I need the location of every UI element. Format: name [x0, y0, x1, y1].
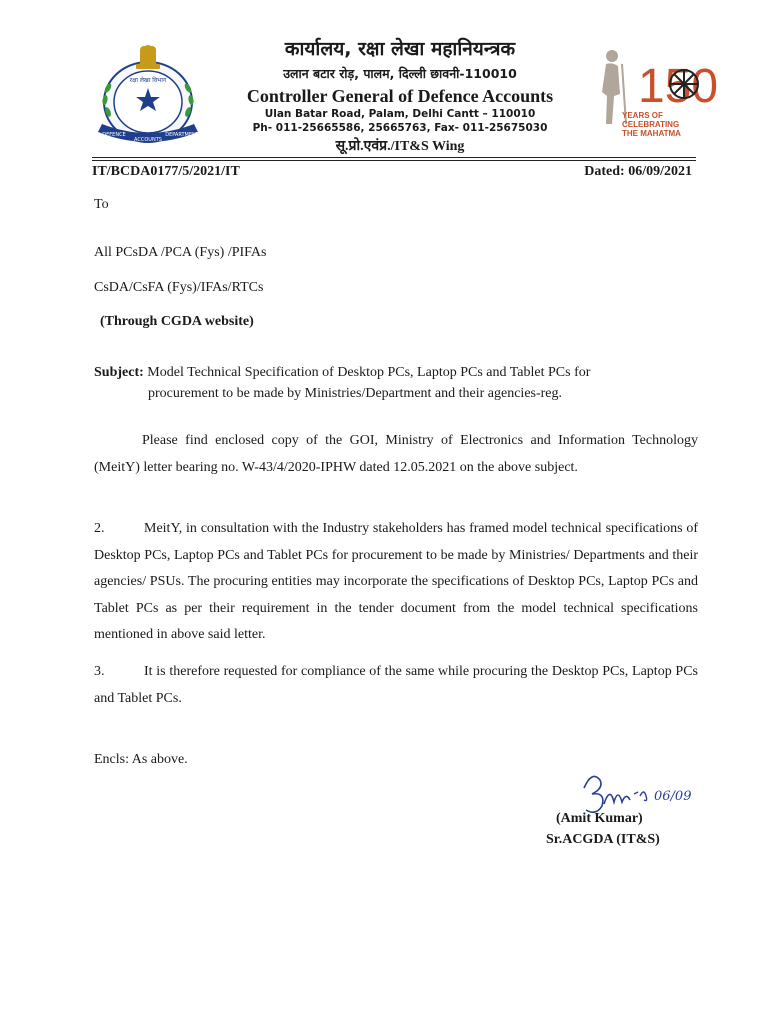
phone-fax: Ph- 011-25665586, 25665763, Fax- 011-25675030: [252, 122, 548, 134]
paragraph-2-number: 2.: [94, 521, 105, 536]
english-address: Ulan Batar Road, Palam, Delhi Cantt – 110010: [264, 108, 536, 120]
paragraph-2-text: MeitY, in consultation with the Industry stakeholders has framed model technical specifications of Desktop PCs, Laptop PCs and Tablet PCs for procurement to be made by Ministries/ Departments and their agencies/ PSUs. The procuring entities may incorporate the specifications of Desktop PCs, Laptop PCs and Tablet PCs as per their requirement in the tender document from the model technical specifications mentioned in above said letter.: [94, 521, 698, 642]
to-label: To: [94, 197, 109, 212]
addressee-3: (Through CGDA website): [100, 314, 254, 329]
letterhead: [220, 36, 580, 157]
reference-number: IT/BCDA0177/5/2021/IT: [92, 164, 240, 179]
paragraph-1: [94, 428, 698, 481]
paragraph-1-text: Please find enclosed copy of the GOI, Ministry of Electronics and Information Technology (MeitY) letter bearing no. W-43/4/2020-IPHW dated 12.05.2021 on the above subject.: [94, 433, 698, 475]
emblem-text-mid: ACCOUNTS: [134, 137, 162, 143]
signatory-name: (Amit Kumar): [556, 811, 643, 826]
subject-line-1: Model Technical Specification of Desktop PCs, Laptop PCs and Tablet PCs for: [147, 365, 591, 380]
emblem-text-left: DEFENCE: [102, 132, 126, 138]
wing-name: सू.प्रो.एवंप्र./IT&S Wing: [335, 139, 465, 154]
hindi-address: उलान बटार रोड़, पालम, दिल्ली छावनी-110010: [283, 66, 517, 81]
gandhi-150-logo: [592, 44, 719, 144]
gandhi-number: 150: [638, 60, 719, 113]
hindi-office-title: कार्यालय, रक्षा लेखा महानियन्त्रक: [284, 38, 516, 60]
addressee-2: CsDA/CsFA (Fys)/IFAs/RTCs: [94, 280, 264, 295]
emblem-text-right: DEPARTMENT: [165, 132, 199, 138]
paragraph-2: [94, 516, 698, 649]
header-divider: [92, 157, 696, 158]
subject-block: [94, 362, 698, 404]
gandhi-caption-1: YEARS OF: [622, 111, 663, 120]
department-emblem-logo: [88, 40, 208, 148]
enclosure-note: Encls: As above.: [94, 752, 188, 767]
letter-date: Dated: 06/09/2021: [584, 164, 692, 179]
subject-label: Subject:: [94, 365, 144, 380]
signatory-designation: Sr.ACGDA (IT&S): [546, 832, 660, 847]
addressee-1: All PCsDA /PCA (Fys) /PIFAs: [94, 245, 267, 260]
gandhi-caption-3: THE MAHATMA: [622, 129, 681, 138]
signature-date: 06/09: [654, 789, 692, 804]
paragraph-3-number: 3.: [94, 664, 105, 679]
paragraph-3-text: It is therefore requested for compliance of the same while procuring the Desktop PCs, Laptop PCs and Tablet PCs.: [94, 664, 698, 706]
english-office-title: Controller General of Defence Accounts: [246, 86, 554, 106]
paragraph-3: [94, 659, 698, 712]
header-divider-second: [92, 160, 696, 161]
emblem-text-top: रक्षा लेखा विभाग: [129, 77, 167, 84]
subject-line-2: procurement to be made by Ministries/Department and their agencies-reg.: [148, 386, 563, 401]
gandhi-caption-2: CELEBRATING: [622, 120, 680, 129]
